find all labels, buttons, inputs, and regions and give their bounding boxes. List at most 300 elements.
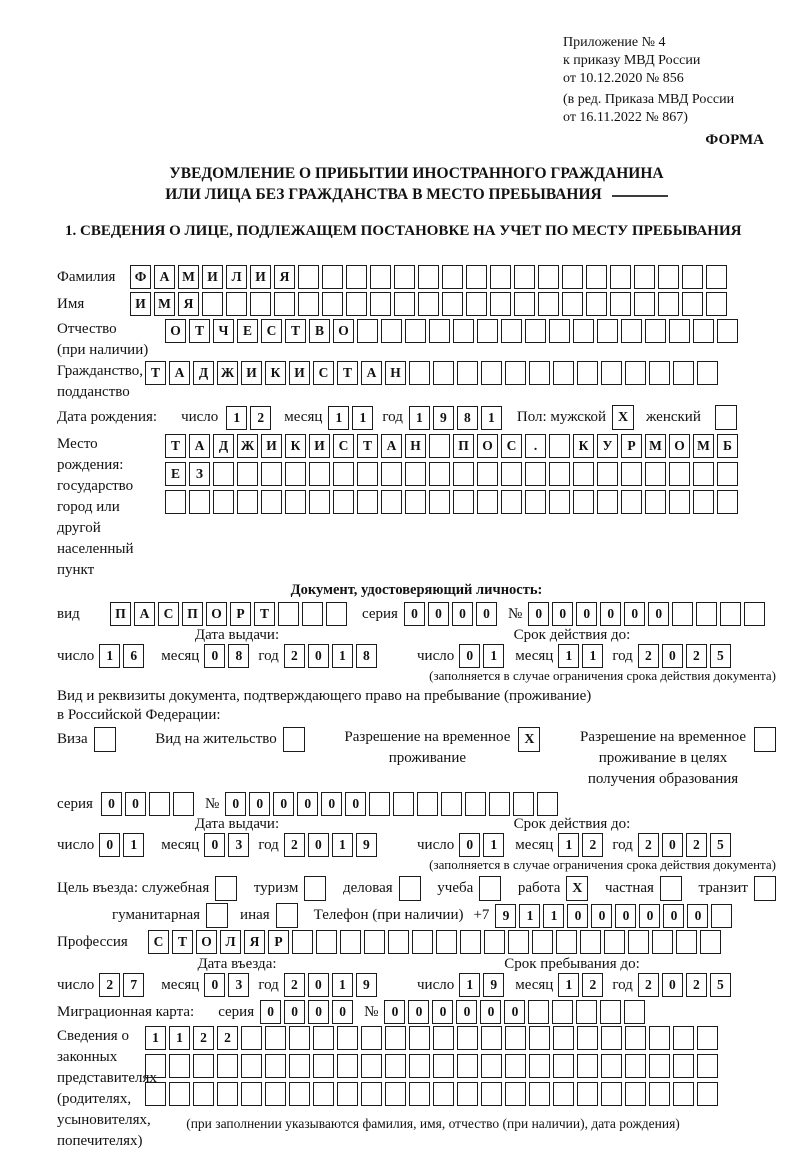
char-cell[interactable]: К bbox=[265, 361, 286, 385]
char-cell[interactable]: И bbox=[261, 434, 282, 458]
checkbox-female[interactable] bbox=[715, 405, 737, 430]
checkbox-residence-permit[interactable] bbox=[283, 727, 305, 752]
char-cell[interactable] bbox=[490, 265, 511, 289]
char-cell[interactable] bbox=[537, 792, 558, 816]
char-cell[interactable] bbox=[601, 361, 622, 385]
char-cell[interactable]: 0 bbox=[404, 602, 425, 626]
char-cell[interactable] bbox=[369, 792, 390, 816]
char-cell[interactable]: Т bbox=[254, 602, 275, 626]
char-cell[interactable] bbox=[529, 1082, 550, 1106]
char-cell[interactable]: 0 bbox=[308, 973, 329, 997]
char-cell[interactable] bbox=[573, 490, 594, 514]
char-cell[interactable] bbox=[265, 1082, 286, 1106]
char-cell[interactable] bbox=[364, 930, 385, 954]
char-cell[interactable]: И bbox=[250, 265, 271, 289]
char-cell[interactable]: 0 bbox=[600, 602, 621, 626]
char-cell[interactable] bbox=[573, 319, 594, 343]
char-cell[interactable] bbox=[453, 462, 474, 486]
char-cell[interactable] bbox=[429, 462, 450, 486]
char-cell[interactable]: 0 bbox=[456, 1000, 477, 1024]
char-cell[interactable]: 1 bbox=[99, 644, 120, 668]
char-cell[interactable] bbox=[513, 792, 534, 816]
char-cell[interactable]: 1 bbox=[558, 833, 579, 857]
char-cell[interactable]: Ф bbox=[130, 265, 151, 289]
char-cell[interactable]: 8 bbox=[228, 644, 249, 668]
char-cell[interactable] bbox=[217, 1082, 238, 1106]
char-cell[interactable] bbox=[673, 361, 694, 385]
char-cell[interactable] bbox=[165, 490, 186, 514]
char-cell[interactable]: Ж bbox=[217, 361, 238, 385]
char-cell[interactable]: 1 bbox=[409, 406, 430, 430]
char-cell[interactable]: 8 bbox=[356, 644, 377, 668]
char-cell[interactable]: 1 bbox=[483, 644, 504, 668]
char-cell[interactable]: С bbox=[148, 930, 169, 954]
char-cell[interactable] bbox=[610, 292, 631, 316]
char-cell[interactable] bbox=[457, 1082, 478, 1106]
char-cell[interactable]: 0 bbox=[459, 833, 480, 857]
char-cell[interactable] bbox=[673, 1082, 694, 1106]
char-cell[interactable] bbox=[289, 1054, 310, 1078]
char-cell[interactable]: 0 bbox=[428, 602, 449, 626]
char-cell[interactable] bbox=[322, 265, 343, 289]
char-cell[interactable]: 1 bbox=[582, 644, 603, 668]
char-cell[interactable] bbox=[370, 292, 391, 316]
char-cell[interactable]: 0 bbox=[101, 792, 122, 816]
char-cell[interactable] bbox=[649, 1082, 670, 1106]
char-cell[interactable] bbox=[261, 490, 282, 514]
char-cell[interactable] bbox=[250, 292, 271, 316]
char-cell[interactable]: Е bbox=[237, 319, 258, 343]
char-cell[interactable]: 0 bbox=[225, 792, 246, 816]
char-cell[interactable]: А bbox=[169, 361, 190, 385]
char-cell[interactable] bbox=[298, 265, 319, 289]
char-cell[interactable] bbox=[381, 462, 402, 486]
char-cell[interactable] bbox=[405, 462, 426, 486]
char-cell[interactable] bbox=[442, 292, 463, 316]
char-cell[interactable]: М bbox=[154, 292, 175, 316]
char-cell[interactable] bbox=[412, 930, 433, 954]
char-cell[interactable]: 1 bbox=[483, 833, 504, 857]
char-cell[interactable]: 0 bbox=[459, 644, 480, 668]
char-cell[interactable]: 0 bbox=[308, 833, 329, 857]
char-cell[interactable] bbox=[601, 1082, 622, 1106]
char-cell[interactable] bbox=[481, 361, 502, 385]
char-cell[interactable] bbox=[381, 319, 402, 343]
char-cell[interactable] bbox=[346, 292, 367, 316]
char-cell[interactable] bbox=[173, 792, 194, 816]
char-cell[interactable] bbox=[429, 490, 450, 514]
char-cell[interactable]: 2 bbox=[686, 644, 707, 668]
char-cell[interactable]: 0 bbox=[125, 792, 146, 816]
char-cell[interactable]: М bbox=[178, 265, 199, 289]
char-cell[interactable] bbox=[669, 490, 690, 514]
char-cell[interactable] bbox=[457, 1026, 478, 1050]
char-cell[interactable]: Л bbox=[220, 930, 241, 954]
char-cell[interactable]: 1 bbox=[332, 644, 353, 668]
char-cell[interactable] bbox=[202, 292, 223, 316]
char-cell[interactable] bbox=[237, 490, 258, 514]
char-cell[interactable]: 3 bbox=[228, 973, 249, 997]
char-cell[interactable] bbox=[313, 1082, 334, 1106]
char-cell[interactable]: 0 bbox=[480, 1000, 501, 1024]
char-cell[interactable] bbox=[361, 1054, 382, 1078]
char-cell[interactable] bbox=[525, 319, 546, 343]
char-cell[interactable]: У bbox=[597, 434, 618, 458]
char-cell[interactable] bbox=[436, 930, 457, 954]
char-cell[interactable] bbox=[333, 462, 354, 486]
char-cell[interactable] bbox=[621, 490, 642, 514]
char-cell[interactable]: 0 bbox=[567, 904, 588, 928]
char-cell[interactable]: Я bbox=[178, 292, 199, 316]
char-cell[interactable]: С bbox=[261, 319, 282, 343]
char-cell[interactable]: 2 bbox=[193, 1026, 214, 1050]
char-cell[interactable]: 1 bbox=[519, 904, 540, 928]
char-cell[interactable] bbox=[577, 1054, 598, 1078]
char-cell[interactable]: 0 bbox=[249, 792, 270, 816]
char-cell[interactable] bbox=[481, 1054, 502, 1078]
char-cell[interactable] bbox=[628, 930, 649, 954]
char-cell[interactable] bbox=[326, 602, 347, 626]
char-cell[interactable]: 0 bbox=[260, 1000, 281, 1024]
char-cell[interactable] bbox=[553, 1026, 574, 1050]
char-cell[interactable] bbox=[501, 490, 522, 514]
char-cell[interactable]: 0 bbox=[432, 1000, 453, 1024]
char-cell[interactable] bbox=[213, 490, 234, 514]
char-cell[interactable] bbox=[217, 1054, 238, 1078]
char-cell[interactable]: 0 bbox=[321, 792, 342, 816]
char-cell[interactable] bbox=[285, 462, 306, 486]
char-cell[interactable]: Л bbox=[226, 265, 247, 289]
char-cell[interactable] bbox=[418, 292, 439, 316]
char-cell[interactable]: И bbox=[241, 361, 262, 385]
char-cell[interactable] bbox=[676, 930, 697, 954]
char-cell[interactable] bbox=[409, 1026, 430, 1050]
char-cell[interactable] bbox=[586, 292, 607, 316]
char-cell[interactable]: 0 bbox=[662, 973, 683, 997]
char-cell[interactable]: Т bbox=[337, 361, 358, 385]
char-cell[interactable]: 0 bbox=[308, 644, 329, 668]
char-cell[interactable] bbox=[532, 930, 553, 954]
char-cell[interactable]: М bbox=[645, 434, 666, 458]
char-cell[interactable] bbox=[394, 265, 415, 289]
char-cell[interactable]: 0 bbox=[662, 644, 683, 668]
char-cell[interactable] bbox=[409, 1054, 430, 1078]
char-cell[interactable] bbox=[634, 265, 655, 289]
char-cell[interactable] bbox=[466, 265, 487, 289]
char-cell[interactable]: 0 bbox=[552, 602, 573, 626]
char-cell[interactable]: 1 bbox=[145, 1026, 166, 1050]
char-cell[interactable]: 0 bbox=[624, 602, 645, 626]
char-cell[interactable]: 5 bbox=[710, 973, 731, 997]
char-cell[interactable]: Т bbox=[357, 434, 378, 458]
char-cell[interactable] bbox=[285, 490, 306, 514]
char-cell[interactable] bbox=[322, 292, 343, 316]
char-cell[interactable] bbox=[433, 361, 454, 385]
char-cell[interactable]: А bbox=[361, 361, 382, 385]
char-cell[interactable] bbox=[697, 1054, 718, 1078]
char-cell[interactable] bbox=[361, 1082, 382, 1106]
char-cell[interactable] bbox=[693, 490, 714, 514]
char-cell[interactable]: 0 bbox=[591, 904, 612, 928]
char-cell[interactable] bbox=[337, 1082, 358, 1106]
char-cell[interactable]: 9 bbox=[433, 406, 454, 430]
checkbox-temp-residence[interactable]: X bbox=[518, 727, 540, 752]
char-cell[interactable] bbox=[597, 462, 618, 486]
char-cell[interactable]: 9 bbox=[495, 904, 516, 928]
char-cell[interactable] bbox=[658, 292, 679, 316]
char-cell[interactable]: С bbox=[501, 434, 522, 458]
char-cell[interactable] bbox=[597, 490, 618, 514]
char-cell[interactable] bbox=[337, 1026, 358, 1050]
char-cell[interactable] bbox=[409, 1082, 430, 1106]
char-cell[interactable] bbox=[453, 319, 474, 343]
char-cell[interactable] bbox=[340, 930, 361, 954]
char-cell[interactable] bbox=[213, 462, 234, 486]
checkbox-private[interactable] bbox=[660, 876, 682, 901]
char-cell[interactable] bbox=[682, 265, 703, 289]
char-cell[interactable] bbox=[393, 792, 414, 816]
char-cell[interactable] bbox=[241, 1026, 262, 1050]
char-cell[interactable] bbox=[649, 361, 670, 385]
char-cell[interactable]: Ж bbox=[237, 434, 258, 458]
char-cell[interactable] bbox=[697, 1026, 718, 1050]
char-cell[interactable]: П bbox=[110, 602, 131, 626]
char-cell[interactable]: С bbox=[333, 434, 354, 458]
char-cell[interactable] bbox=[477, 462, 498, 486]
char-cell[interactable]: 0 bbox=[615, 904, 636, 928]
checkbox-other[interactable] bbox=[276, 903, 298, 928]
char-cell[interactable] bbox=[624, 1000, 645, 1024]
char-cell[interactable] bbox=[429, 434, 450, 458]
char-cell[interactable] bbox=[357, 490, 378, 514]
char-cell[interactable] bbox=[711, 904, 732, 928]
char-cell[interactable] bbox=[145, 1054, 166, 1078]
char-cell[interactable] bbox=[433, 1054, 454, 1078]
char-cell[interactable]: 0 bbox=[408, 1000, 429, 1024]
char-cell[interactable]: К bbox=[573, 434, 594, 458]
char-cell[interactable] bbox=[604, 930, 625, 954]
char-cell[interactable]: Б bbox=[717, 434, 738, 458]
char-cell[interactable] bbox=[484, 930, 505, 954]
char-cell[interactable] bbox=[505, 1054, 526, 1078]
checkbox-male[interactable]: X bbox=[612, 405, 634, 430]
char-cell[interactable]: 1 bbox=[226, 406, 247, 430]
char-cell[interactable]: 1 bbox=[169, 1026, 190, 1050]
char-cell[interactable] bbox=[193, 1082, 214, 1106]
char-cell[interactable] bbox=[649, 1054, 670, 1078]
char-cell[interactable]: 1 bbox=[558, 973, 579, 997]
char-cell[interactable] bbox=[193, 1054, 214, 1078]
char-cell[interactable]: О bbox=[165, 319, 186, 343]
char-cell[interactable]: 2 bbox=[582, 833, 603, 857]
char-cell[interactable] bbox=[429, 319, 450, 343]
char-cell[interactable]: 0 bbox=[639, 904, 660, 928]
char-cell[interactable] bbox=[292, 930, 313, 954]
char-cell[interactable] bbox=[549, 319, 570, 343]
char-cell[interactable]: С bbox=[158, 602, 179, 626]
char-cell[interactable]: О bbox=[477, 434, 498, 458]
char-cell[interactable] bbox=[385, 1082, 406, 1106]
char-cell[interactable]: 0 bbox=[648, 602, 669, 626]
char-cell[interactable] bbox=[394, 292, 415, 316]
char-cell[interactable] bbox=[625, 1082, 646, 1106]
char-cell[interactable] bbox=[189, 490, 210, 514]
char-cell[interactable] bbox=[477, 490, 498, 514]
char-cell[interactable] bbox=[333, 490, 354, 514]
checkbox-study[interactable] bbox=[479, 876, 501, 901]
char-cell[interactable]: 1 bbox=[558, 644, 579, 668]
char-cell[interactable]: К bbox=[285, 434, 306, 458]
char-cell[interactable] bbox=[149, 792, 170, 816]
char-cell[interactable]: Т bbox=[189, 319, 210, 343]
char-cell[interactable]: Ч bbox=[213, 319, 234, 343]
char-cell[interactable]: 9 bbox=[483, 973, 504, 997]
char-cell[interactable] bbox=[289, 1026, 310, 1050]
char-cell[interactable] bbox=[672, 602, 693, 626]
char-cell[interactable]: Р bbox=[230, 602, 251, 626]
char-cell[interactable] bbox=[457, 361, 478, 385]
char-cell[interactable]: Н bbox=[405, 434, 426, 458]
char-cell[interactable] bbox=[525, 490, 546, 514]
char-cell[interactable] bbox=[580, 930, 601, 954]
char-cell[interactable]: 0 bbox=[308, 1000, 329, 1024]
char-cell[interactable] bbox=[169, 1082, 190, 1106]
char-cell[interactable]: 0 bbox=[452, 602, 473, 626]
char-cell[interactable] bbox=[601, 1054, 622, 1078]
char-cell[interactable]: Т bbox=[285, 319, 306, 343]
char-cell[interactable]: 0 bbox=[332, 1000, 353, 1024]
char-cell[interactable]: О bbox=[333, 319, 354, 343]
char-cell[interactable]: А bbox=[134, 602, 155, 626]
checkbox-temp-residence-edu[interactable] bbox=[754, 727, 776, 752]
char-cell[interactable]: 2 bbox=[284, 644, 305, 668]
char-cell[interactable] bbox=[298, 292, 319, 316]
char-cell[interactable] bbox=[514, 292, 535, 316]
char-cell[interactable] bbox=[241, 1082, 262, 1106]
char-cell[interactable] bbox=[556, 930, 577, 954]
char-cell[interactable] bbox=[388, 930, 409, 954]
char-cell[interactable]: С bbox=[313, 361, 334, 385]
char-cell[interactable] bbox=[697, 1082, 718, 1106]
char-cell[interactable] bbox=[289, 1082, 310, 1106]
char-cell[interactable]: 1 bbox=[328, 406, 349, 430]
char-cell[interactable] bbox=[261, 462, 282, 486]
char-cell[interactable] bbox=[538, 292, 559, 316]
char-cell[interactable]: 2 bbox=[686, 833, 707, 857]
char-cell[interactable] bbox=[669, 462, 690, 486]
char-cell[interactable] bbox=[274, 292, 295, 316]
char-cell[interactable] bbox=[528, 1000, 549, 1024]
char-cell[interactable] bbox=[549, 462, 570, 486]
char-cell[interactable]: О bbox=[196, 930, 217, 954]
char-cell[interactable] bbox=[720, 602, 741, 626]
char-cell[interactable] bbox=[706, 292, 727, 316]
char-cell[interactable] bbox=[409, 361, 430, 385]
char-cell[interactable]: 7 bbox=[123, 973, 144, 997]
char-cell[interactable]: 6 bbox=[123, 644, 144, 668]
char-cell[interactable]: 0 bbox=[576, 602, 597, 626]
char-cell[interactable] bbox=[717, 319, 738, 343]
char-cell[interactable]: 2 bbox=[284, 833, 305, 857]
char-cell[interactable] bbox=[453, 490, 474, 514]
char-cell[interactable] bbox=[337, 1054, 358, 1078]
checkbox-humanitarian[interactable] bbox=[206, 903, 228, 928]
char-cell[interactable]: И bbox=[309, 434, 330, 458]
char-cell[interactable] bbox=[693, 319, 714, 343]
char-cell[interactable]: 2 bbox=[99, 973, 120, 997]
char-cell[interactable] bbox=[553, 1082, 574, 1106]
char-cell[interactable] bbox=[490, 292, 511, 316]
char-cell[interactable] bbox=[417, 792, 438, 816]
char-cell[interactable]: . bbox=[525, 434, 546, 458]
char-cell[interactable]: 2 bbox=[638, 644, 659, 668]
char-cell[interactable]: 0 bbox=[284, 1000, 305, 1024]
char-cell[interactable]: 1 bbox=[332, 973, 353, 997]
char-cell[interactable]: 0 bbox=[204, 833, 225, 857]
char-cell[interactable]: 1 bbox=[123, 833, 144, 857]
char-cell[interactable] bbox=[549, 490, 570, 514]
char-cell[interactable] bbox=[562, 292, 583, 316]
char-cell[interactable] bbox=[466, 292, 487, 316]
char-cell[interactable]: 0 bbox=[384, 1000, 405, 1024]
char-cell[interactable] bbox=[457, 1054, 478, 1078]
checkbox-work[interactable]: X bbox=[566, 876, 588, 901]
checkbox-business[interactable] bbox=[399, 876, 421, 901]
char-cell[interactable] bbox=[441, 792, 462, 816]
char-cell[interactable]: 9 bbox=[356, 973, 377, 997]
char-cell[interactable] bbox=[625, 1054, 646, 1078]
char-cell[interactable] bbox=[481, 1026, 502, 1050]
char-cell[interactable]: И bbox=[130, 292, 151, 316]
char-cell[interactable]: Я bbox=[244, 930, 265, 954]
char-cell[interactable]: 0 bbox=[99, 833, 120, 857]
char-cell[interactable] bbox=[645, 462, 666, 486]
char-cell[interactable]: 0 bbox=[273, 792, 294, 816]
char-cell[interactable]: Д bbox=[193, 361, 214, 385]
char-cell[interactable] bbox=[562, 265, 583, 289]
char-cell[interactable] bbox=[529, 1054, 550, 1078]
char-cell[interactable] bbox=[385, 1054, 406, 1078]
char-cell[interactable]: З bbox=[189, 462, 210, 486]
char-cell[interactable] bbox=[481, 1082, 502, 1106]
char-cell[interactable]: 2 bbox=[582, 973, 603, 997]
char-cell[interactable]: 2 bbox=[217, 1026, 238, 1050]
char-cell[interactable] bbox=[658, 265, 679, 289]
char-cell[interactable]: Д bbox=[213, 434, 234, 458]
char-cell[interactable]: П bbox=[453, 434, 474, 458]
char-cell[interactable]: 0 bbox=[663, 904, 684, 928]
char-cell[interactable]: Е bbox=[165, 462, 186, 486]
char-cell[interactable] bbox=[538, 265, 559, 289]
char-cell[interactable] bbox=[381, 490, 402, 514]
char-cell[interactable]: 0 bbox=[528, 602, 549, 626]
char-cell[interactable] bbox=[693, 462, 714, 486]
char-cell[interactable] bbox=[673, 1026, 694, 1050]
char-cell[interactable] bbox=[600, 1000, 621, 1024]
char-cell[interactable]: И bbox=[202, 265, 223, 289]
char-cell[interactable] bbox=[385, 1026, 406, 1050]
char-cell[interactable]: 1 bbox=[543, 904, 564, 928]
char-cell[interactable] bbox=[302, 602, 323, 626]
char-cell[interactable] bbox=[610, 265, 631, 289]
char-cell[interactable]: Я bbox=[274, 265, 295, 289]
checkbox-transit[interactable] bbox=[754, 876, 776, 901]
char-cell[interactable] bbox=[597, 319, 618, 343]
char-cell[interactable] bbox=[237, 462, 258, 486]
char-cell[interactable] bbox=[346, 265, 367, 289]
char-cell[interactable] bbox=[433, 1082, 454, 1106]
char-cell[interactable] bbox=[405, 490, 426, 514]
